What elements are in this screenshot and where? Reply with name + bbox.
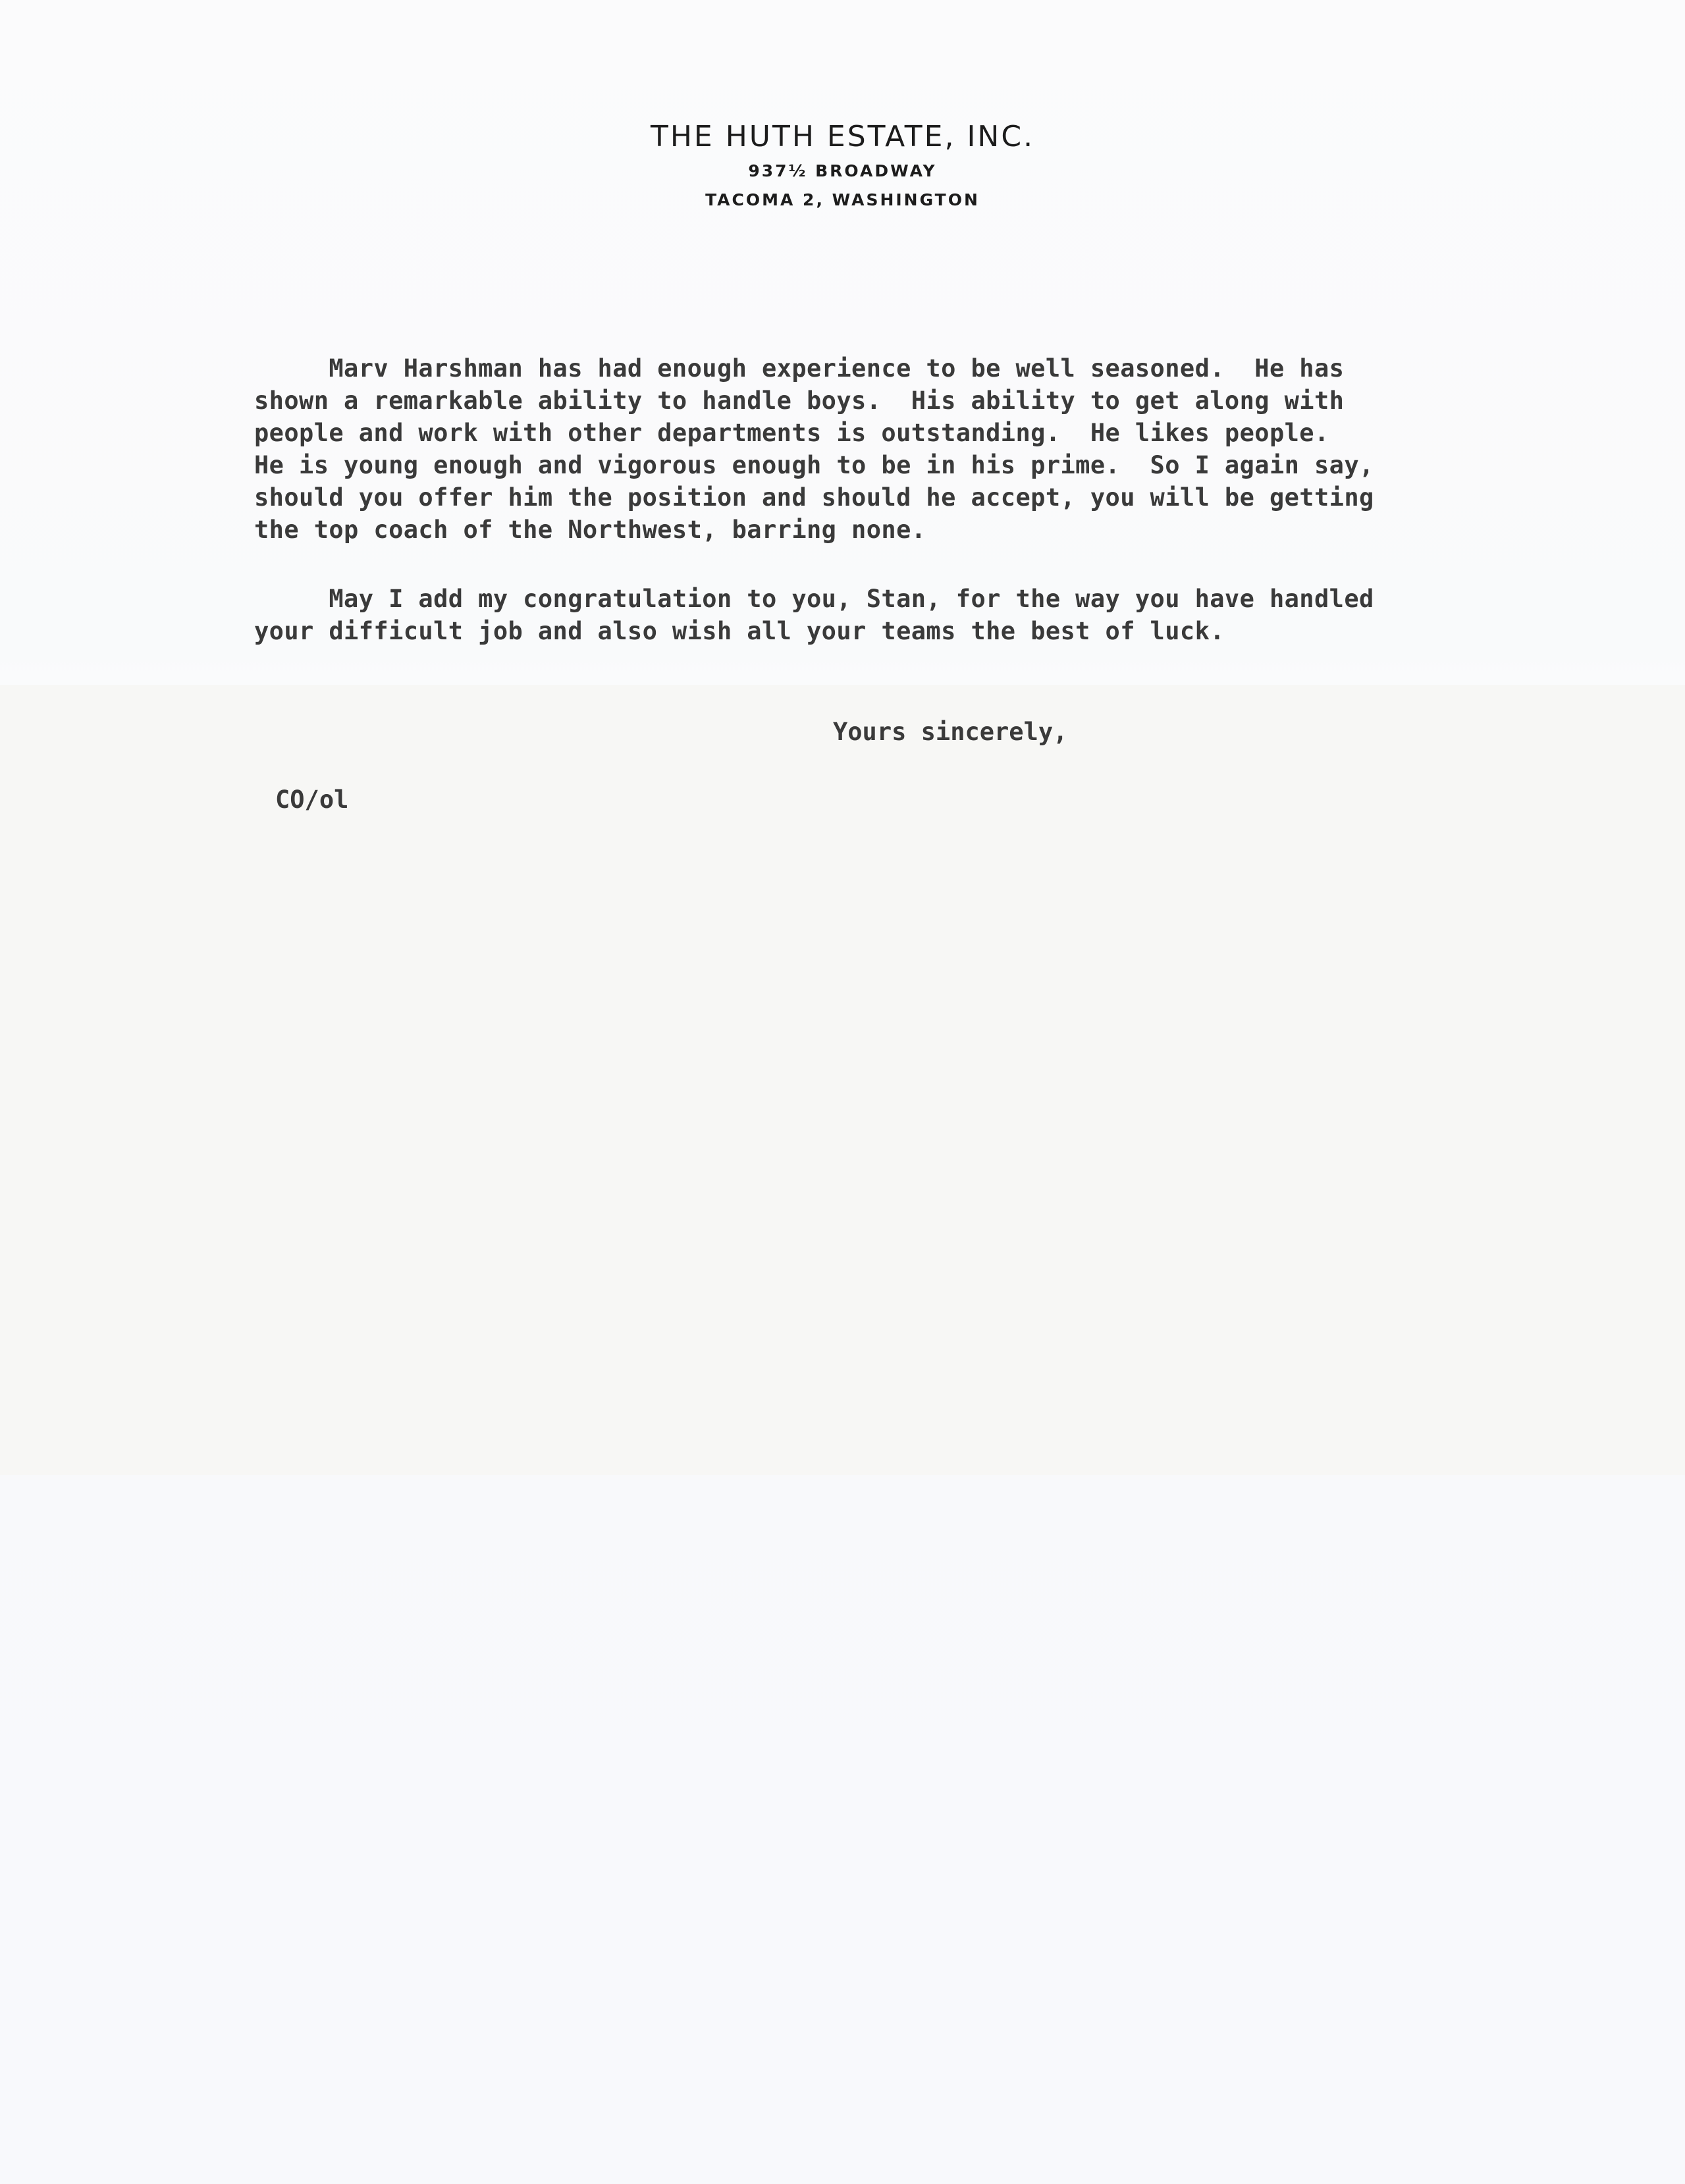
body-line: He is young enough and vigorous enough to be in his prime. So I again say, (254, 451, 1374, 479)
reference-initials: CO/ol (275, 786, 349, 814)
body-line: the top coach of the Northwest, barring none. (254, 516, 926, 544)
letterhead (0, 117, 1685, 215)
letterhead-address: 937½ BROADWAY (748, 161, 937, 180)
body-line: Marv Harshman has had enough experience to be well seasoned. He has (254, 354, 1345, 383)
closing-salutation: Yours sincerely, (833, 718, 1068, 746)
letterhead-city: TACOMA 2, WASHINGTON (705, 190, 980, 209)
body-paragraph-1 (254, 352, 1505, 546)
body-line: May I add my congratulation to you, Stan, for the way you have handled (254, 585, 1374, 613)
body-line: your difficult job and also wish all your teams the best of luck. (254, 617, 1225, 645)
body-line: people and work with other departments is outstanding. He likes people. (254, 419, 1329, 447)
paper-band (0, 685, 1685, 1475)
body-line: should you offer him the position and should he accept, you will be getting (254, 483, 1374, 512)
body-paragraph-2 (254, 583, 1505, 647)
letterhead-company: THE HUTH ESTATE, INC. (650, 120, 1035, 153)
body-line: shown a remarkable ability to handle boys. His ability to get along with (254, 386, 1345, 415)
